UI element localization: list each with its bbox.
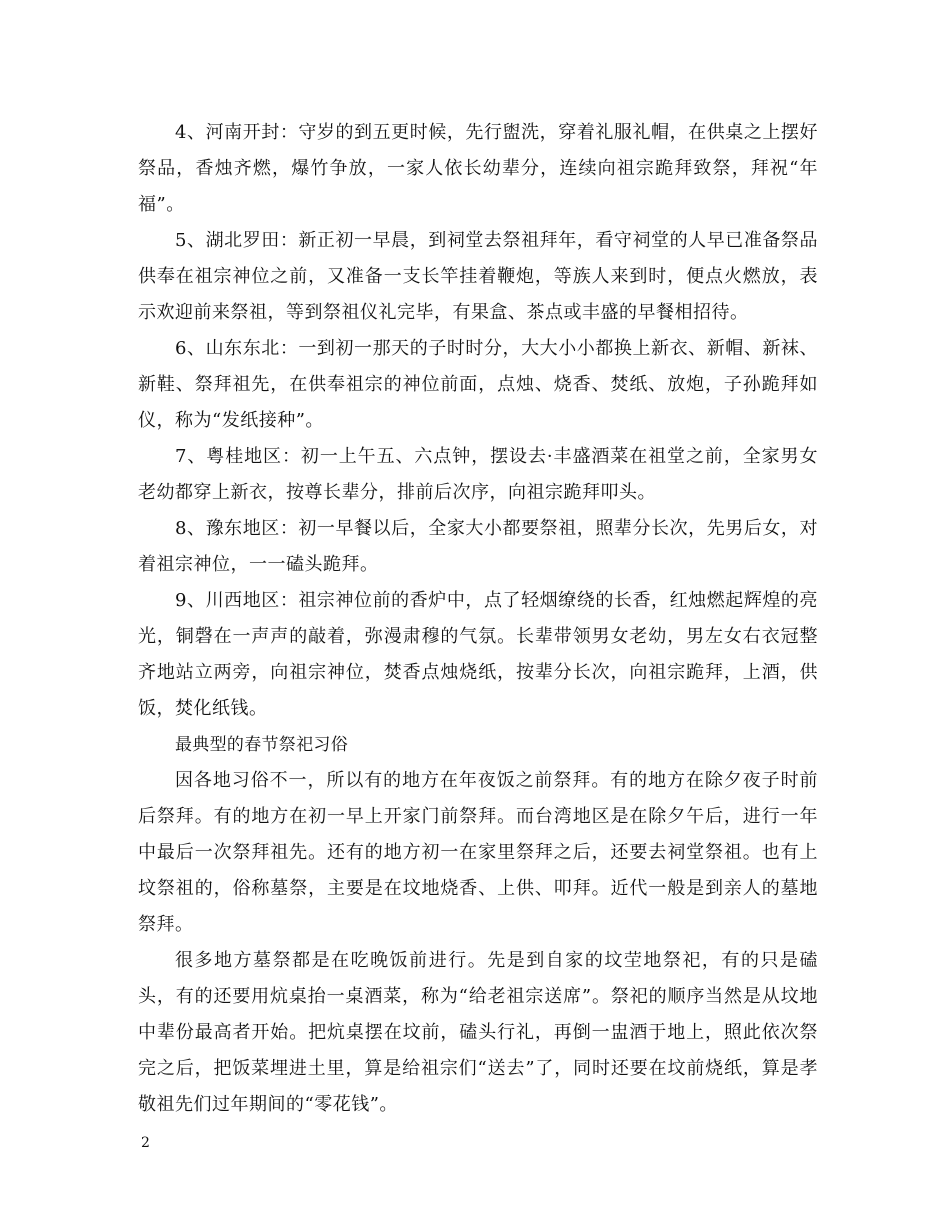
paragraph-chuanxi: 9、川西地区：祖宗神位前的香炉中，点了轻烟缭绕的长香，红烛燃起辉煌的亮光，铜磬在一声声的敲着，弥漫肃穆的气氛。长辈带领男女老幼，男左女右衣冠整齐地站立两旁，向祖宗神位，焚香点烛烧纸，按辈分长次，向祖宗跪拜，上酒，供饭，焚化纸钱。 [138,590,818,719]
paragraph-shandong-dongbei: 6、山东东北：一到初一那天的子时时分，大大小小都换上新衣、新帽、新袜、新鞋、祭拜祖先，在供奉祖宗的神位前面，点烛、烧香、焚纸、放炮，子孙跪拜如仪，称为“发纸接种”。 [138,338,818,431]
section-heading: 最典型的春节祭祀习俗 [175,735,348,755]
paragraph-yuegui: 7、粤桂地区：初一上午五、六点钟，摆设去·丰盛酒菜在祖堂之前，全家男女老幼都穿上新衣，按尊长辈分，排前后次序，向祖宗跪拜叩头。 [138,446,818,503]
paragraph-hubei-luotian: 5、湖北罗田：新正初一早晨，到祠堂去祭祖拜年，看守祠堂的人早已准备祭品供奉在祖宗神位之前，又准备一支长竿挂着鞭炮，等族人来到时，便点火燃放，表示欢迎前来祭祖，等到祭祖仪礼完毕，有果盒、茶点或丰盛的早餐相招待。 [138,230,818,323]
page-number: 2 [141,1135,150,1151]
paragraph-henan-kaifeng: 4、河南开封：守岁的到五更时候，先行盥洗，穿着礼服礼帽，在供桌之上摆好祭品，香烛齐燃，爆竹争放，一家人依长幼辈分，连续向祖宗跪拜致祭，拜祝“年福”。 [138,122,818,215]
paragraph-customs-overview: 因各地习俗不一，所以有的地方在年夜饭之前祭拜。有的地方在除夕夜子时前后祭拜。有的地方在初一早上开家门前祭拜。而台湾地区是在除夕午后，进行一年中最后一次祭拜祖先。还有的地方初一在家里祭拜之后，还要去祠堂祭祖。也有上坟祭祖的，俗称墓祭，主要是在坟地烧香、上供、叩拜。近代一般是到亲人的墓地祭拜。 [138,770,818,935]
paragraph-grave-worship: 很多地方墓祭都是在吃晚饭前进行。先是到自家的坟茔地祭祀，有的只是磕头，有的还要用炕桌抬一桌酒菜，称为“给老祖宗送席”。祭祀的顺序当然是从坟地中辈份最高者开始。把炕桌摆在坟前，磕头行礼，再倒一盅酒于地上，照此依次祭完之后，把饭菜埋进土里，算是给祖宗们“送去”了，同时还要在坟前烧纸，算是孝敬祖先们过年期间的“零花钱”。 [138,950,818,1115]
document-body [138,115,818,1123]
paragraph-yudong: 8、豫东地区：初一早餐以后，全家大小都要祭祖，照辈分长次，先男后女，对着祖宗神位，一一磕头跪拜。 [138,518,818,575]
